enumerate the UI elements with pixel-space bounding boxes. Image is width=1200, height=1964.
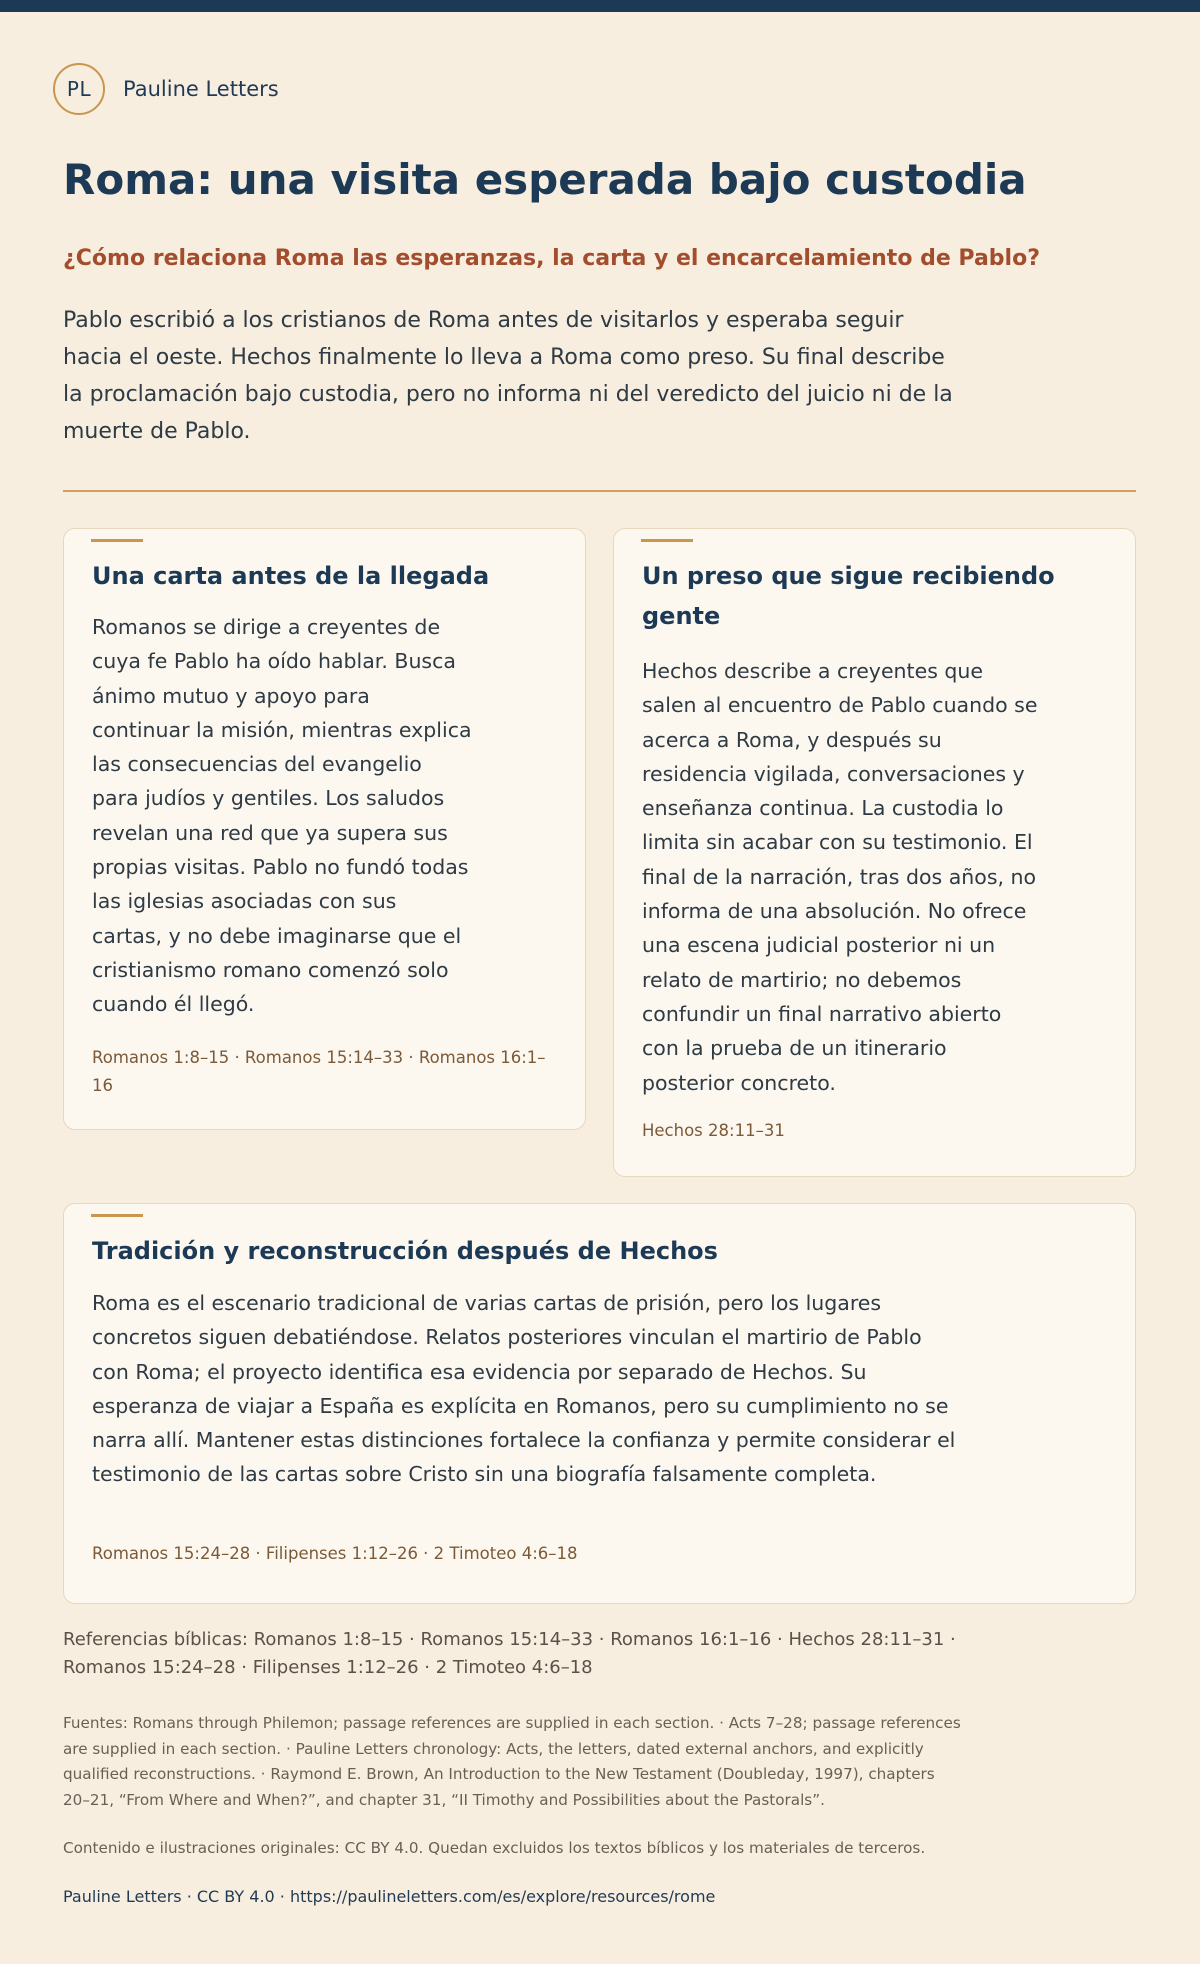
biblical-references: Referencias bíblicas: Romanos 1:8–15 · Romanos 15:14–33 · Romanos 16:1–16 · Hechos 28:11–31 · Romanos 15:24–28 · Filipenses 1:12–26 · 2 Timoteo 4:6–18: [63, 1629, 956, 1678]
card-title: Tradición y reconstrucción después de Hechos: [92, 1237, 718, 1265]
section-divider: [63, 490, 1136, 492]
page-question: ¿Cómo relaciona Roma las esperanzas, la carta y el encarcelamiento de Pablo?: [63, 246, 1040, 271]
card-accent-line: [641, 539, 693, 542]
brand[interactable]: [53, 63, 279, 115]
card-title: Un preso que sigue recibiendo gente: [642, 562, 1055, 630]
sources-note: Fuentes: Romans through Philemon; passage references are supplied in each section. · Acts 7–28; passage references are supplied in each section. · Pauline Letters chronology: Acts, the letters, dated external anchors, and explicitly qualified reconstructions. · Raymond E. Brown, An Introduction to the New Testament (Doubleday, 1997), chapters 20–21, “From Where and When?”, and chapter 31, “II Timothy and Possibilities about the Pastorals”.: [63, 1714, 961, 1809]
license-note: Contenido e ilustraciones originales: CC BY 4.0. Quedan excluidos los textos bíblicos y los materiales de terceros.: [63, 1839, 926, 1857]
card-title: Una carta antes de la llegada: [92, 562, 490, 590]
brand-logo: PL: [53, 63, 105, 115]
brand-name: Pauline Letters: [123, 77, 279, 101]
card-references: Romanos 1:8–15 · Romanos 15:14–33 · Romanos 16:1–16: [92, 1048, 546, 1095]
card-body: Hechos describe a creyentes que salen al encuentro de Pablo cuando se acerca a Roma, y después su residencia vigilada, conversaciones y enseñanza continua. La custodia lo limita sin acabar con su testimonio. El final de la narración, tras dos años, no informa de una absolución. No ofrece una escena judicial posterior ni un relato de martirio; no debemos confundir un final narrativo abierto con la prueba de un itinerario posterior concreto.: [642, 659, 1038, 1095]
card-accent-line: [91, 1214, 143, 1217]
page-intro: Pablo escribió a los cristianos de Roma antes de visitarlos y esperaba seguir hacia el oeste. Hechos finalmente lo lleva a Roma como preso. Su final describe la proclamación bajo custodia, pero no informa ni del veredicto del juicio ni de la muerte de Pablo.: [63, 308, 953, 444]
card-references: Hechos 28:11–31: [642, 1121, 785, 1140]
card-prisoner-receiving: [613, 528, 1136, 1177]
card-tradition-reconstruction: [63, 1203, 1136, 1604]
card-body: Romanos se dirige a creyentes de cuya fe Pablo ha oído hablar. Busca ánimo mutuo y apoyo para continuar la misión, mientras explica las consecuencias del evangelio para judíos y gentiles. Los saludos revelan una red que ya supera sus propias visitas. Pablo no fundó todas las iglesias asociadas con sus cartas, y no debe imaginarse que el cristianismo romano comenzó solo cuando él llegó.: [92, 615, 472, 1017]
card-accent-line: [91, 539, 143, 542]
card-letter-before-arrival: [63, 528, 586, 1130]
card-body: Roma es el escenario tradicional de varias cartas de prisión, pero los lugares concretos siguen debatiéndose. Relatos posteriores vinculan el martirio de Pablo con Roma; el proyecto identifica esa evidencia por separado de Hechos. Su esperanza de viajar a España es explícita en Romanos, pero su cumplimiento no se narra allí. Mantener estas distinciones fortalece la confianza y permite considerar el testimonio de las cartas sobre Cristo sin una biografía falsamente completa.: [92, 1291, 956, 1487]
card-references: Romanos 15:24–28 · Filipenses 1:12–26 · 2 Timoteo 4:6–18: [92, 1544, 578, 1563]
page-title: Roma: una visita esperada bajo custodia: [63, 155, 1027, 204]
top-bar: [0, 0, 1200, 12]
footer-link[interactable]: Pauline Letters · CC BY 4.0 · https://paulineletters.com/es/explore/resources/rome: [63, 1887, 716, 1906]
